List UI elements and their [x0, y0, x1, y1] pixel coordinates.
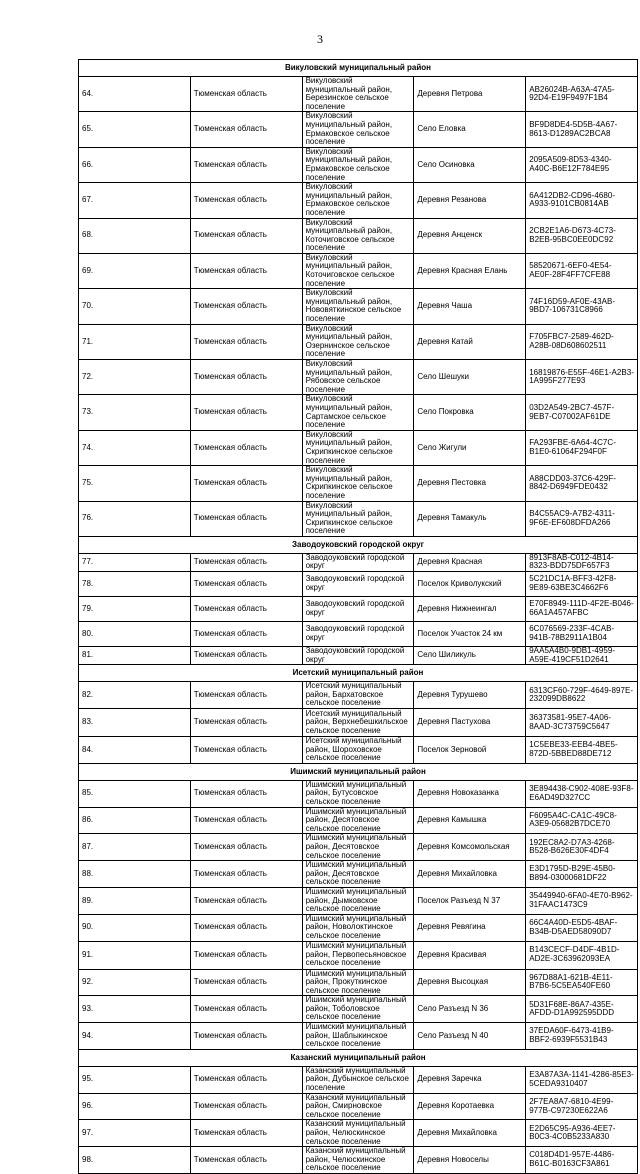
municipality-cell: Ишимский муниципальный район, Тоболовское сельское поселение [302, 996, 414, 1023]
row-number: 92. [79, 969, 191, 996]
municipality-cell: Заводоуковский городской округ [302, 597, 414, 622]
municipality-cell: Викуловский муниципальный район, Ермаковское сельское поселение [302, 112, 414, 147]
section-title: Ишимский муниципальный район [79, 763, 638, 780]
row-number: 82. [79, 682, 191, 709]
locality-cell: Поселок Разъезд N 37 [414, 887, 526, 914]
municipality-cell: Викуловский муниципальный район, Скрипкинское сельское поселение [302, 466, 414, 501]
row-number: 76. [79, 501, 191, 536]
region-cell: Тюменская область [190, 914, 302, 941]
table-row [79, 969, 638, 996]
settlements-table-body [79, 60, 638, 1174]
table-row [79, 572, 638, 597]
locality-cell: Деревня Высоцкая [414, 969, 526, 996]
table-row [79, 861, 638, 888]
region-cell: Тюменская область [190, 737, 302, 764]
row-number: 70. [79, 289, 191, 324]
locality-cell: Деревня Нижнеингал [414, 597, 526, 622]
row-number: 65. [79, 112, 191, 147]
region-cell: Тюменская область [190, 466, 302, 501]
locality-cell: Село Еловка [414, 112, 526, 147]
region-cell: Тюменская область [190, 324, 302, 359]
code-cell: 35449940-6FA0-4E70-B962-31FAAC1473C9 [526, 887, 638, 914]
section-title: Исетский муниципальный район [79, 665, 638, 682]
locality-cell: Деревня Турушево [414, 682, 526, 709]
code-cell: E3A87A3A-1141-4286-85E3-5CEDA9310407 [526, 1066, 638, 1093]
row-number: 72. [79, 360, 191, 395]
locality-cell: Село Жигули [414, 430, 526, 465]
table-row [79, 780, 638, 807]
region-cell: Тюменская область [190, 622, 302, 647]
locality-cell: Деревня Новоказанка [414, 780, 526, 807]
municipality-cell: Ишимский муниципальный район, Прокуткинское сельское поселение [302, 969, 414, 996]
municipality-cell: Заводоуковский городской округ [302, 647, 414, 665]
row-number: 69. [79, 253, 191, 288]
municipality-cell: Викуловский муниципальный район, Скрипкинское сельское поселение [302, 430, 414, 465]
region-cell: Тюменская область [190, 1120, 302, 1147]
code-cell: B4C55AC9-A7B2-4311-9F6E-EF608DFDA266 [526, 501, 638, 536]
locality-cell: Деревня Петрова [414, 77, 526, 112]
locality-cell: Село Шиликуль [414, 647, 526, 665]
region-cell: Тюменская область [190, 996, 302, 1023]
code-cell: C018D4D1-957E-4486-B61C-B0163CF3A861 [526, 1147, 638, 1174]
region-cell: Тюменская область [190, 1147, 302, 1174]
table-row [79, 289, 638, 324]
municipality-cell: Казанский муниципальный район, Смирновское сельское поселение [302, 1093, 414, 1120]
region-cell: Тюменская область [190, 553, 302, 571]
region-cell: Тюменская область [190, 253, 302, 288]
locality-cell: Деревня Тамакуль [414, 501, 526, 536]
code-cell: 192EC8A2-D7A3-4268-B528-B626E30F4DF4 [526, 834, 638, 861]
code-cell: 37EDA60F-6473-41B9-BBF2-6939F5531B43 [526, 1023, 638, 1050]
table-row [79, 253, 638, 288]
table-row [79, 1066, 638, 1093]
row-number: 67. [79, 183, 191, 218]
locality-cell: Деревня Комсомольская [414, 834, 526, 861]
municipality-cell: Ишимский муниципальный район, Дымковское сельское поселение [302, 887, 414, 914]
code-cell: E2D65C95-A936-4EE7-B0C3-4C0B5233A830 [526, 1120, 638, 1147]
locality-cell: Поселок Участок 24 км [414, 622, 526, 647]
code-cell: 5D31F68E-86A7-435E-AFDD-D1A992595DDD [526, 996, 638, 1023]
municipality-cell: Викуловский муниципальный район, Березинское сельское поселение [302, 77, 414, 112]
locality-cell: Деревня Красная [414, 553, 526, 571]
region-cell: Тюменская область [190, 430, 302, 465]
row-number: 91. [79, 941, 191, 969]
section-header-row [79, 665, 638, 682]
code-cell: 36373581-95E7-4A06-8AAD-3C73759C5647 [526, 709, 638, 737]
row-number: 78. [79, 572, 191, 597]
region-cell: Тюменская область [190, 289, 302, 324]
region-cell: Тюменская область [190, 807, 302, 834]
region-cell: Тюменская область [190, 597, 302, 622]
code-cell: 16819876-E55F-46E1-A2B3-1A995F277E93 [526, 360, 638, 395]
row-number: 81. [79, 647, 191, 665]
table-row [79, 1093, 638, 1120]
section-title: Казанский муниципальный район [79, 1049, 638, 1066]
row-number: 87. [79, 834, 191, 861]
row-number: 94. [79, 1023, 191, 1050]
municipality-cell: Исетский муниципальный район, Бархатовское сельское поселение [302, 682, 414, 709]
municipality-cell: Викуловский муниципальный район, Ермаковское сельское поселение [302, 147, 414, 182]
row-number: 95. [79, 1066, 191, 1093]
table-row [79, 1023, 638, 1050]
region-cell: Тюменская область [190, 77, 302, 112]
locality-cell: Деревня Новоселы [414, 1147, 526, 1174]
row-number: 89. [79, 887, 191, 914]
code-cell: 66C4A40D-E5D5-4BAF-B34B-D5AED58090D7 [526, 914, 638, 941]
row-number: 74. [79, 430, 191, 465]
code-cell: 9AA5A4B0-9DB1-4959-A59E-419CF51D2641 [526, 647, 638, 665]
code-cell: E3D1795D-B29E-45B0-B894-03000681DF22 [526, 861, 638, 888]
region-cell: Тюменская область [190, 183, 302, 218]
code-cell: B143CECF-D4DF-4B1D-AD2E-3C63962093EA [526, 941, 638, 969]
locality-cell: Поселок Зерновой [414, 737, 526, 764]
code-cell: 5C21DC1A-BFF3-42F8-9E89-63BE3C4662F6 [526, 572, 638, 597]
municipality-cell: Ишимский муниципальный район, Шаблыкинское сельское поселение [302, 1023, 414, 1050]
table-row [79, 77, 638, 112]
row-number: 64. [79, 77, 191, 112]
section-header-row [79, 763, 638, 780]
code-cell: 967D88A1-621B-4E11-B7B6-5C5EA540FE60 [526, 969, 638, 996]
municipality-cell: Викуловский муниципальный район, Сартамское сельское поселение [302, 395, 414, 430]
row-number: 83. [79, 709, 191, 737]
code-cell: 1C5EBE33-EEB4-4BE5-872D-5BBED88DE712 [526, 737, 638, 764]
municipality-cell: Викуловский муниципальный район, Рябовское сельское поселение [302, 360, 414, 395]
municipality-cell: Викуловский муниципальный район, Скрипкинское сельское поселение [302, 501, 414, 536]
locality-cell: Деревня Михайловка [414, 861, 526, 888]
row-number: 88. [79, 861, 191, 888]
table-row [79, 622, 638, 647]
table-row [79, 553, 638, 571]
row-number: 90. [79, 914, 191, 941]
code-cell: 6313CF60-729F-4649-897E-232099DB8622 [526, 682, 638, 709]
municipality-cell: Ишимский муниципальный район, Первопесьяновское сельское поселение [302, 941, 414, 969]
row-number: 84. [79, 737, 191, 764]
locality-cell: Деревня Анценск [414, 218, 526, 253]
locality-cell: Деревня Красивая [414, 941, 526, 969]
region-cell: Тюменская область [190, 572, 302, 597]
municipality-cell: Викуловский муниципальный район, Ермаковское сельское поселение [302, 183, 414, 218]
municipality-cell: Ишимский муниципальный район, Десятовское сельское поселение [302, 861, 414, 888]
code-cell: 8913F8AB-C012-4B14-8323-BDD75DF657F3 [526, 553, 638, 571]
table-row [79, 324, 638, 359]
municipality-cell: Ишимский муниципальный район, Бутусовское сельское поселение [302, 780, 414, 807]
code-cell: 58520671-6EF0-4E54-AE0F-28F4FF7CFE88 [526, 253, 638, 288]
locality-cell: Село Разъезд N 36 [414, 996, 526, 1023]
locality-cell: Деревня Коротаевка [414, 1093, 526, 1120]
municipality-cell: Викуловский муниципальный район, Озернинское сельское поселение [302, 324, 414, 359]
section-header-row [79, 536, 638, 553]
row-number: 75. [79, 466, 191, 501]
table-row [79, 914, 638, 941]
row-number: 73. [79, 395, 191, 430]
locality-cell: Деревня Красная Елань [414, 253, 526, 288]
table-row [79, 501, 638, 536]
municipality-cell: Викуловский муниципальный район, Нововяткинское сельское поселение [302, 289, 414, 324]
municipality-cell: Казанский муниципальный район, Дубынское сельское поселение [302, 1066, 414, 1093]
locality-cell: Деревня Чаша [414, 289, 526, 324]
locality-cell: Деревня Камышка [414, 807, 526, 834]
region-cell: Тюменская область [190, 682, 302, 709]
municipality-cell: Ишимский муниципальный район, Десятовское сельское поселение [302, 807, 414, 834]
code-cell: 2095A509-8D53-4340-A40C-B6E12F784E95 [526, 147, 638, 182]
code-cell: 6A412DB2-CD96-4680-A933-9101CB0814AB [526, 183, 638, 218]
table-row [79, 887, 638, 914]
region-cell: Тюменская область [190, 887, 302, 914]
table-row [79, 834, 638, 861]
region-cell: Тюменская область [190, 1023, 302, 1050]
table-row [79, 709, 638, 737]
municipality-cell: Викуловский муниципальный район, Коточиговское сельское поселение [302, 253, 414, 288]
region-cell: Тюменская область [190, 501, 302, 536]
section-header-row [79, 1049, 638, 1066]
table-row [79, 466, 638, 501]
locality-cell: Поселок Криволукский [414, 572, 526, 597]
code-cell: 03D2A549-2BC7-457F-9EB7-C07002AF61DE [526, 395, 638, 430]
code-cell: 2F7EA8A7-6810-4E99-977B-C97230E622A6 [526, 1093, 638, 1120]
locality-cell: Село Покровка [414, 395, 526, 430]
region-cell: Тюменская область [190, 395, 302, 430]
municipality-cell: Викуловский муниципальный район, Коточиговское сельское поселение [302, 218, 414, 253]
table-row [79, 147, 638, 182]
table-row [79, 1147, 638, 1174]
municipality-cell: Заводоуковский городской округ [302, 553, 414, 571]
region-cell: Тюменская область [190, 780, 302, 807]
municipality-cell: Ишимский муниципальный район, Новолоктинское сельское поселение [302, 914, 414, 941]
region-cell: Тюменская область [190, 941, 302, 969]
municipality-cell: Заводоуковский городской округ [302, 572, 414, 597]
table-row [79, 647, 638, 665]
row-number: 71. [79, 324, 191, 359]
row-number: 93. [79, 996, 191, 1023]
table-row [79, 395, 638, 430]
row-number: 66. [79, 147, 191, 182]
locality-cell: Деревня Заречка [414, 1066, 526, 1093]
settlements-table [78, 59, 638, 1174]
section-title: Викуловский муниципальный район [79, 60, 638, 77]
municipality-cell: Казанский муниципальный район, Челюскинское сельское поселение [302, 1120, 414, 1147]
region-cell: Тюменская область [190, 360, 302, 395]
region-cell: Тюменская область [190, 647, 302, 665]
row-number: 86. [79, 807, 191, 834]
table-row [79, 183, 638, 218]
code-cell: F6095A4C-CA1C-49C8-A3E9-05682B7DCE70 [526, 807, 638, 834]
row-number: 97. [79, 1120, 191, 1147]
code-cell: E70F8949-111D-4F2E-B046-66A1A457AFBC [526, 597, 638, 622]
row-number: 96. [79, 1093, 191, 1120]
municipality-cell: Исетский муниципальный район, Шороховское сельское поселение [302, 737, 414, 764]
region-cell: Тюменская область [190, 709, 302, 737]
locality-cell: Село Шешуки [414, 360, 526, 395]
region-cell: Тюменская область [190, 969, 302, 996]
region-cell: Тюменская область [190, 834, 302, 861]
code-cell: 74F16D59-AF0E-43AB-9BD7-106731C8966 [526, 289, 638, 324]
locality-cell: Деревня Пастухова [414, 709, 526, 737]
locality-cell: Село Разъезд N 40 [414, 1023, 526, 1050]
region-cell: Тюменская область [190, 861, 302, 888]
code-cell: 2CB2E1A6-D673-4C73-B2EB-95BC0EE0DC92 [526, 218, 638, 253]
row-number: 68. [79, 218, 191, 253]
code-cell: BF9D8DE4-5D5B-4A67-8613-D1289AC2BCA8 [526, 112, 638, 147]
code-cell: FA293FBE-6A64-4C7C-B1E0-61064F294F0F [526, 430, 638, 465]
municipality-cell: Заводоуковский городской округ [302, 622, 414, 647]
table-row [79, 737, 638, 764]
region-cell: Тюменская область [190, 147, 302, 182]
table-row [79, 682, 638, 709]
page-number: 3 [317, 32, 323, 46]
region-cell: Тюменская область [190, 1066, 302, 1093]
row-number: 85. [79, 780, 191, 807]
table-row [79, 360, 638, 395]
region-cell: Тюменская область [190, 218, 302, 253]
code-cell: 3E894438-C902-408E-93F8-E6AD49D327CC [526, 780, 638, 807]
table-row [79, 807, 638, 834]
code-cell: AB26024B-A63A-47A5-92D4-E19F9497F1B4 [526, 77, 638, 112]
locality-cell: Деревня Михайловка [414, 1120, 526, 1147]
municipality-cell: Исетский муниципальный район, Верхнебешкильское сельское поселение [302, 709, 414, 737]
row-number: 80. [79, 622, 191, 647]
row-number: 77. [79, 553, 191, 571]
row-number: 79. [79, 597, 191, 622]
table-row [79, 941, 638, 969]
locality-cell: Деревня Катай [414, 324, 526, 359]
region-cell: Тюменская область [190, 1093, 302, 1120]
table-row [79, 218, 638, 253]
table-row [79, 1120, 638, 1147]
code-cell: 6C076569-233F-4CAB-941B-78B2911A1B04 [526, 622, 638, 647]
code-cell: F705FBC7-2589-462D-A28B-08D608602511 [526, 324, 638, 359]
locality-cell: Деревня Резанова [414, 183, 526, 218]
table-row [79, 996, 638, 1023]
municipality-cell: Казанский муниципальный район, Челюскинское сельское поселение [302, 1147, 414, 1174]
locality-cell: Село Осиновка [414, 147, 526, 182]
section-title: Заводоуковский городской округ [79, 536, 638, 553]
code-cell: A88CDD03-37C6-429F-8842-D6949FDE0432 [526, 466, 638, 501]
region-cell: Тюменская область [190, 112, 302, 147]
municipality-cell: Ишимский муниципальный район, Десятовское сельское поселение [302, 834, 414, 861]
locality-cell: Деревня Ревягина [414, 914, 526, 941]
table-row [79, 430, 638, 465]
table-row [79, 112, 638, 147]
section-header-row [79, 60, 638, 77]
row-number: 98. [79, 1147, 191, 1174]
locality-cell: Деревня Пестовка [414, 466, 526, 501]
table-row [79, 597, 638, 622]
